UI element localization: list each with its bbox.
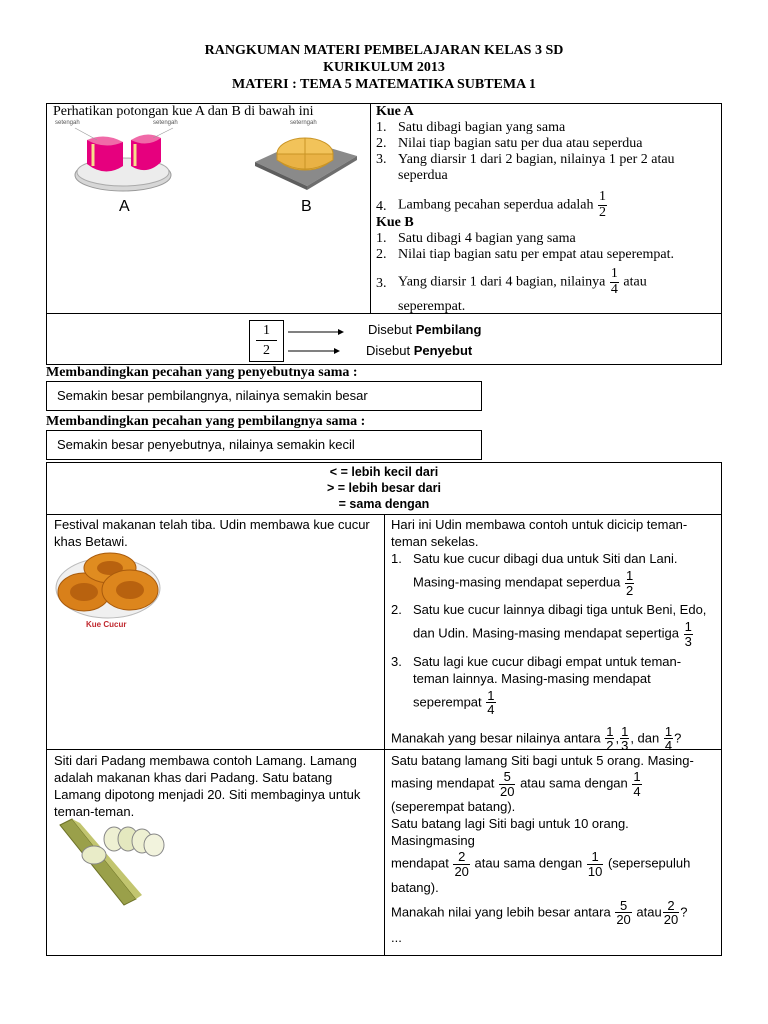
row2-line	[391, 770, 716, 798]
kue-b-section	[376, 215, 716, 315]
list-text: Yang diarsir 1 dari 2 bagian, nilainya 1 per 2 atau seperdua	[398, 152, 675, 183]
list-number: 1.	[391, 551, 402, 566]
row2-explanation	[391, 752, 716, 946]
fraction-quarter: $\frac{1}{4}$	[610, 266, 618, 297]
fraction-half: $\frac{1}{2}$	[626, 568, 634, 598]
line-text: masing mendapat	[391, 775, 495, 791]
list-text: Lambang pecahan seperdua adalah	[398, 197, 594, 213]
list-text: Satu dibagi 4 bagian yang sama	[398, 231, 576, 246]
list-text: Satu kue cucur dibagi dua untuk Siti dan Lani.	[413, 551, 678, 566]
cake-a-tag-right: setengah	[153, 120, 178, 126]
row2-question: Manakah nilai yang lebih besar antara $\frac{5}{20}$ atau $\frac{2}{20}$ ?	[391, 897, 688, 928]
kue-b-item	[376, 231, 716, 247]
list-text: Satu kue cucur lainnya dibagi tiga untuk Beni, Edo,	[413, 602, 707, 618]
row1-item-cont	[391, 620, 716, 648]
list-number: 2.	[376, 247, 387, 262]
fraction-1-4: $\frac{1}{4}$	[633, 769, 641, 799]
compare1-box: Semakin besar pembilangnya, nilainya semakin besar	[46, 381, 482, 411]
symbol-legend	[46, 464, 722, 512]
intro-text: Perhatikan potongan kue A dan B di bawah ini	[53, 104, 314, 119]
row1-item	[391, 601, 716, 618]
symbol-greater-than: > = lebih besar dari	[327, 481, 441, 495]
list-number: 1.	[376, 120, 387, 135]
kue-b-item	[376, 247, 716, 263]
row1-item	[391, 653, 716, 687]
list-number: 3.	[391, 653, 402, 669]
list-number: 3.	[376, 152, 387, 167]
symbol-equal: = sama dengan	[338, 497, 430, 511]
fraction-parts-box	[249, 320, 284, 362]
fraction-5-20: $\frac{5}{20}$	[499, 769, 515, 799]
kue-a-item	[376, 152, 716, 184]
row1-intro: Hari ini Udin membawa contoh untuk dicicip teman-teman sekelas.	[391, 517, 688, 549]
doc-topic: MATERI : TEMA 5 MATEMATIKA SUBTEMA 1	[232, 77, 536, 92]
row2-story: Siti dari Padang membawa contoh Lamang. Lamang adalah makanan khas dari Padang. Satu batang Lamang dipotong menjadi 20. Siti membaginya untuk teman-teman.	[54, 753, 361, 819]
fraction-half: $\frac{1}{2}$	[606, 723, 614, 754]
list-text: Masing-masing mendapat seperdua	[413, 574, 621, 590]
list-text: atau	[623, 274, 647, 290]
list-number: 2.	[376, 136, 387, 151]
doc-subtitle: KURIKULUM 2013	[323, 60, 445, 75]
row2-line: Satu batang lamang Siti bagi untuk 5 orang. Masing-	[391, 753, 694, 768]
compare2-heading: Membandingkan pecahan yang pembilangnya sama :	[46, 414, 366, 429]
row1-explanation	[391, 516, 716, 753]
row1-item	[391, 550, 716, 567]
kue-b-item-cont: seperempat.	[398, 299, 466, 315]
kue-b-item	[376, 267, 716, 297]
list-text: Nilai tiap bagian satu per empat atau seperempat.	[398, 247, 675, 262]
list-number: 1.	[376, 231, 387, 246]
row2-line: (seperempat batang).	[391, 799, 516, 815]
question-text: Manakah nilai yang lebih besar antara	[391, 904, 611, 920]
cake-b-illustration	[245, 120, 365, 218]
cake-b-tag: seterngah	[290, 120, 317, 126]
fraction-2-20: $\frac{2}{20}$	[454, 849, 469, 879]
fraction-quarter: $\frac{1}{4}$	[487, 687, 495, 718]
row1-item-cont	[391, 569, 716, 597]
list-text: Satu lagi kue cucur dibagi empat untuk teman-teman lainnya. Masing-masing mendapat	[413, 653, 682, 686]
row1-item-cont	[391, 689, 716, 717]
kue-a-item	[376, 120, 716, 136]
symbol-less-than: < = lebih kecil dari	[329, 465, 439, 479]
list-text: dan Udin. Masing-masing mendapat sepertiga	[413, 625, 679, 641]
line-text: atau sama dengan	[474, 855, 583, 871]
denominator: 2	[263, 343, 270, 358]
story-table-col-divider	[384, 514, 385, 956]
list-text: Yang diarsir 1 dari 4 bagian, nilainya	[398, 274, 606, 290]
intro-table-divider	[370, 103, 371, 314]
fraction-arrows	[286, 324, 346, 358]
fraction-quarter: $\frac{1}{4}$	[664, 723, 673, 754]
list-text: Satu dibagi bagian yang sama	[398, 120, 566, 135]
kue-a-title: Kue A	[376, 104, 414, 119]
kue-cucur-caption: Kue Cucur	[86, 620, 127, 629]
numerator: 1	[256, 321, 277, 341]
line-text: (sepersepuluh	[607, 855, 691, 871]
denominator-label: Disebut Penyebut	[366, 343, 473, 358]
list-number: 3.	[376, 276, 387, 291]
compare1-heading: Membandingkan pecahan yang penyebutnya sama :	[46, 365, 358, 380]
kue-b-title: Kue B	[376, 215, 414, 230]
fraction-2-20: $\frac{2}{20}$	[663, 897, 679, 928]
fraction-5-20: $\frac{5}{20}$	[616, 897, 631, 928]
numerator-label: Disebut Pembilang	[368, 322, 482, 337]
line-text: atau sama dengan	[520, 775, 628, 791]
fraction-third: $\frac{1}{3}$	[684, 619, 692, 649]
lamang-image	[56, 815, 168, 907]
list-text: seperempat	[413, 694, 482, 710]
row2-line: Satu batang lagi Siti bagi untuk 10 orang. Masingmasing	[391, 816, 629, 849]
list-text: Nilai tiap bagian satu per dua atau seperdua	[398, 136, 643, 151]
fraction-third: $\frac{1}{3}$	[621, 723, 629, 754]
fraction-1-10: $\frac{1}{10}$	[587, 849, 603, 879]
row1-story: Festival makanan telah tiba. Udin membawa kue cucur khas Betawi.	[54, 517, 370, 549]
cake-b-label: B	[301, 198, 312, 215]
row2-line: batang).	[391, 879, 439, 895]
doc-title: RANGKUMAN MATERI PEMBELAJARAN KELAS 3 SD	[204, 43, 564, 58]
list-number: 2.	[391, 602, 402, 618]
kue-a-section	[376, 104, 716, 220]
list-number: 4.	[376, 199, 387, 214]
question-text: Manakah yang besar nilainya antara	[391, 730, 601, 746]
cake-a-tag-left: setengah	[55, 120, 80, 126]
row1-question: Manakah yang besar nilainya antara $\frac{1}{2}$ , $\frac{1}{3}$ , dan $\frac{1}{4}$ ?	[391, 723, 682, 754]
kue-a-item	[376, 136, 716, 152]
question-text: atau	[636, 904, 662, 920]
compare2-box: Semakin besar penyebutnya, nilainya semakin kecil	[46, 430, 482, 460]
row2-line	[391, 850, 716, 878]
cake-a-illustration	[53, 120, 203, 218]
line-text: mendapat	[391, 855, 449, 871]
kue-cucur-image	[54, 550, 162, 632]
row2-ellipsis: ...	[391, 929, 402, 945]
cake-a-label: A	[119, 198, 130, 215]
fraction-half: $\frac{1}{2}$	[599, 189, 607, 220]
